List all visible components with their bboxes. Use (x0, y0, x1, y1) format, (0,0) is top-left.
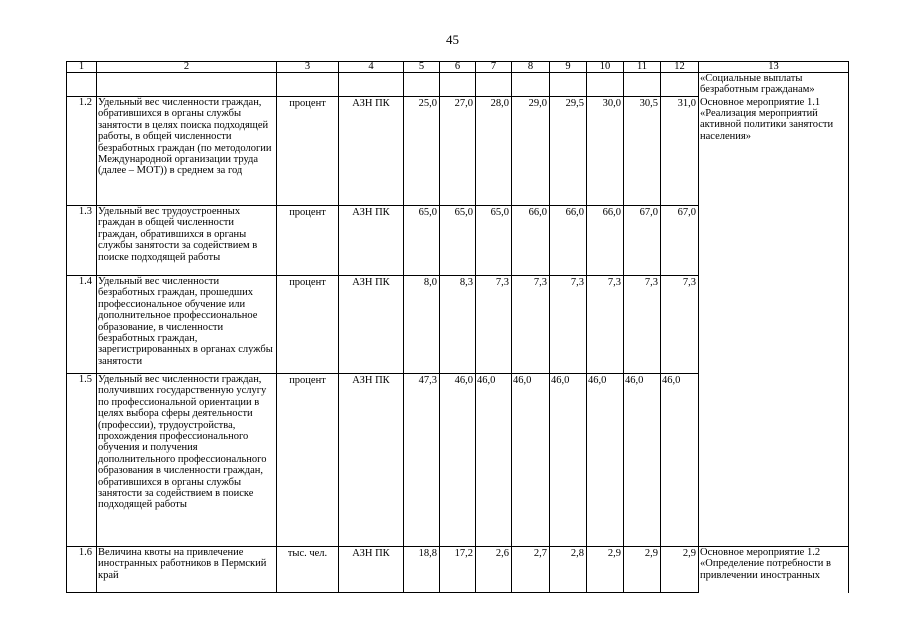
column-number: 9 (550, 62, 587, 73)
indicators-table (66, 61, 849, 593)
value-cell: 31,0 (661, 97, 699, 206)
value-cell: 7,3 (550, 276, 587, 374)
executor-cell: АЗН ПК (339, 276, 404, 374)
value-cell: 2,7 (512, 547, 550, 593)
row-number: 1.4 (67, 276, 97, 374)
unit-cell: тыс. чел. (277, 547, 339, 593)
indicator-name: Удельный вес численности граждан, получивших государственную услугу по профессиональной ориентации в целях выбора сферы деятельности (профессии), трудоустройства, прохождения профессионального обучения и получения дополнительного профессионального образования в численности граждан, обратившихся в органы службы занятости за содействием в поиске подходящей работы (97, 374, 277, 547)
value-cell: 7,3 (512, 276, 550, 374)
value-cell: 66,0 (587, 206, 624, 276)
value-cell: 17,2 (440, 547, 476, 593)
value-cell: 7,3 (587, 276, 624, 374)
column-number: 6 (440, 62, 476, 73)
column-number: 4 (339, 62, 404, 73)
value-cell: 29,5 (550, 97, 587, 206)
table-row (67, 547, 849, 593)
unit-cell: процент (277, 206, 339, 276)
table-row (67, 97, 849, 206)
value-cell: 65,0 (476, 206, 512, 276)
value-cell: 2,9 (661, 547, 699, 593)
row-number: 1.6 (67, 547, 97, 593)
value-cell: 67,0 (624, 206, 661, 276)
executor-cell: АЗН ПК (339, 206, 404, 276)
table-row (67, 73, 849, 97)
column-number: 12 (661, 62, 699, 73)
value-cell: 66,0 (550, 206, 587, 276)
value-cell: 30,5 (624, 97, 661, 206)
unit-cell: процент (277, 97, 339, 206)
column-number: 8 (512, 62, 550, 73)
indicator-name: Удельный вес трудоустроенных граждан в общей численности граждан, обратившихся в органы службы занятости за содействием в поиске подходящей работы (97, 206, 277, 276)
executor-cell: АЗН ПК (339, 547, 404, 593)
value-cell: 30,0 (587, 97, 624, 206)
column-number: 2 (97, 62, 277, 73)
column-number: 3 (277, 62, 339, 73)
value-cell: 27,0 (440, 97, 476, 206)
measure-cell: Основное мероприятие 1.2 «Определение потребности в привлечении иностранных (699, 547, 849, 593)
value-cell: 46,0 (512, 374, 550, 547)
indicator-name: Удельный вес численности граждан, обратившихся в органы службы занятости в целях поиска подходящей работы, в общей численности безработных граждан (по методологии Международной организации труда (далее – МОТ)) в среднем за год (97, 97, 277, 206)
value-cell: 46,0 (624, 374, 661, 547)
indicator-name: Величина квоты на привлечение иностранных работников в Пермский край (97, 547, 277, 593)
value-cell: 2,9 (624, 547, 661, 593)
column-number: 10 (587, 62, 624, 73)
measure-cell: «Социальные выплаты безработным гражданам» (699, 73, 849, 97)
value-cell: 29,0 (512, 97, 550, 206)
value-cell: 65,0 (404, 206, 440, 276)
executor-cell: АЗН ПК (339, 374, 404, 547)
row-number: 1.3 (67, 206, 97, 276)
measure-cell: Основное мероприятие 1.1 «Реализация мероприятий активной политики занятости населения» (699, 97, 849, 547)
row-number: 1.5 (67, 374, 97, 547)
column-number: 7 (476, 62, 512, 73)
column-number: 5 (404, 62, 440, 73)
column-number: 1 (67, 62, 97, 73)
unit-cell: процент (277, 374, 339, 547)
value-cell: 2,9 (587, 547, 624, 593)
column-number: 11 (624, 62, 661, 73)
value-cell: 7,3 (624, 276, 661, 374)
value-cell: 67,0 (661, 206, 699, 276)
value-cell: 25,0 (404, 97, 440, 206)
value-cell: 8,3 (440, 276, 476, 374)
value-cell: 65,0 (440, 206, 476, 276)
value-cell: 46,0 (550, 374, 587, 547)
value-cell: 8,0 (404, 276, 440, 374)
indicator-name: Удельный вес численности безработных граждан, прошедших профессиональное обучение или дополнительное профессиональное образование, в численности безработных граждан, зарегистрированных в органах службы занятости (97, 276, 277, 374)
value-cell: 46,0 (587, 374, 624, 547)
value-cell: 2,6 (476, 547, 512, 593)
value-cell: 18,8 (404, 547, 440, 593)
page-number: 45 (446, 32, 459, 47)
value-cell: 66,0 (512, 206, 550, 276)
column-numbers-row (67, 62, 849, 73)
value-cell: 7,3 (476, 276, 512, 374)
value-cell: 47,3 (404, 374, 440, 547)
value-cell: 28,0 (476, 97, 512, 206)
column-number: 13 (699, 62, 849, 73)
row-number: 1.2 (67, 97, 97, 206)
value-cell: 46,0 (476, 374, 512, 547)
executor-cell: АЗН ПК (339, 97, 404, 206)
value-cell: 46,0 (661, 374, 699, 547)
value-cell: 7,3 (661, 276, 699, 374)
unit-cell: процент (277, 276, 339, 374)
value-cell: 2,8 (550, 547, 587, 593)
value-cell: 46,0 (440, 374, 476, 547)
